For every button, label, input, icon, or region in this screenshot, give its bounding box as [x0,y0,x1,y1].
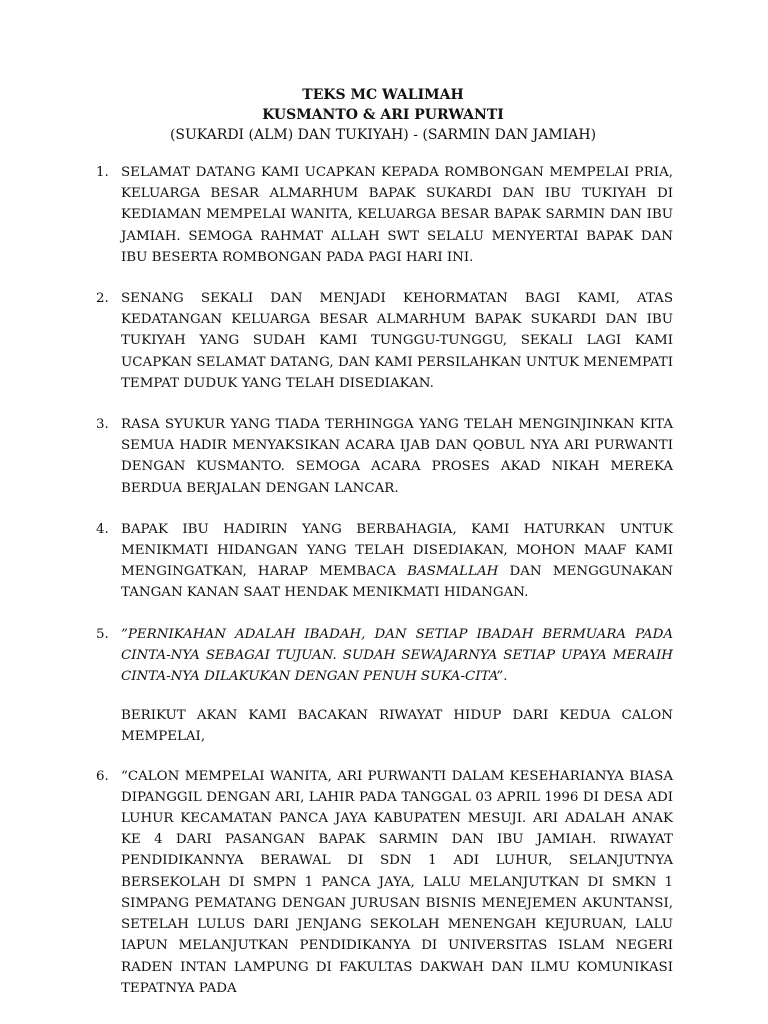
families-line: (SUKARDI (ALM) DAN TUKIYAH) - (SARMIN DAN JAMIAH) [169,127,597,143]
item-text: SELAMAT DATANG KAMI UCAPKAN KEPADA ROMBONGAN MEMPELAI PRIA, KELUARGA BESAR ALMARHUM BAPAK SUKARDI DAN IBU TUKIYAH DI KEDIAMAN MEMPELAI WANITA, KELUARGA BESAR BAPAK SARMIN DAN IBU JAMIAH. SEMOGA RAHMAT ALLAH SWT SELALU MENYERTAI BAPAK DAN IBU BESERTA ROMBONGAN PADA PAGI HARI INI. [121,165,673,265]
list-item [93,624,673,688]
quote-end: . [503,669,508,685]
item-number: 2. [96,291,109,307]
list-item [93,288,673,394]
item-text: “CALON MEMPELAI WANITA, ARI PURWANTI DALAM KESEHARIANYA BIASA DIPANGGIL DENGAN ARI, LAHIR PADA TANGGAL 03 APRIL 1996 DI DESA ADI LUHUR KECAMATAN PANCA JAYA KABUPATEN MESUJI. ARI ADALAH ANAK KE 4 DARI PASANGAN BAPAK SARMIN DAN IBU JAMIAH. RIWAYAT PENDIDIKANNYA BERAWAL DI SDN 1 ADI LUHUR, SELANJUTNYA BERSEKOLAH DI SMPN 1 PANCA JAYA, LALU MELANJUTKAN DI SMKN 1 SIMPANG PEMATANG DENGAN JURUSAN BISNIS MENEJEMEN AKUNTANSI, SETELAH LULUS DARI JENJANG SEKOLAH MENENGAH KEJURUAN, LALU IAPUN MELANJUTKAN PENDIDIKANYA DI UNIVERSITAS ISLAM NEGERI RADEN INTAN LAMPUNG DI FAKULTAS DAKWAH DAN ILMU KOMUNIKASI TEPATNYA PADA [121,768,673,996]
list-item [93,414,673,499]
quote-text: ”PERNIKAHAN ADALAH IBADAH, DAN SETIAP IBADAH BERMUARA PADA CINTA-NYA SEBAGAI TUJUAN. SUDAH SEWAJARNYA SETIAP UPAYA MERAIH CINTA-NYA DILAKUKAN DENGAN PENUH SUKA-CITA” [121,626,673,685]
list-item [93,162,673,268]
item-number: 1. [96,165,109,180]
list-item [93,519,673,604]
couple-names: KUSMANTO & ARI PURWANTI [262,107,504,123]
document-title: TEKS MC WALIMAH [302,87,464,103]
item-number: 5. [96,626,109,642]
item-number: 6. [96,768,109,784]
item-text-after: DAN MENGGUNAKAN TANGAN KANAN SAAT HENDAK MENIKMATI HIDANGAN. [121,564,673,601]
item-text: RASA SYUKUR YANG TIADA TERHINGGA YANG TELAH MENGINJINKAN KITA SEMUA HADIR MENYAKSIKAN ACARA IJAB DAN QOBUL NYA ARI PURWANTI DENGAN KUSMANTO. SEMOGA ACARA PROSES AKAD NIKAH MEREKA BERDUA BERJALAN DENGAN LANCAR. [121,417,673,496]
item-text-before: BAPAK IBU HADIRIN YANG BERBAHAGIA, KAMI HATURKAN UNTUK MENIKMATI HIDANGAN YANG TELAH DISEDIAKAN, MOHON MAAF KAMI MENGINGATKAN, HARAP MEMBACA [121,521,673,580]
item-number: 4. [96,521,109,537]
mc-script-list-continued [93,766,673,999]
mc-script-list [93,162,673,687]
basmallah-word: BASMALLAH [407,564,499,580]
list-item [93,766,673,999]
item-number: 3. [96,417,109,433]
item-text: SENANG SEKALI DAN MENJADI KEHORMATAN BAGI KAMI, ATAS KEDATANGAN KELUARGA BESAR ALMARHUM BAPAK SUKARDI DAN IBU TUKIYAH YANG SUDAH KAMI TUNGGU-TUNGGU, SEKALI LAGI KAMI UCAPKAN SELAMAT DATANG, DAN KAMI PERSILAHKAN UNTUK MENEMPATI TEMPAT DUDUK YANG TELAH DISEDIAKAN. [121,291,673,391]
document-header [93,85,673,145]
interlude-paragraph: BERIKUT AKAN KAMI BACAKAN RIWAYAT HIDUP DARI KEDUA CALON MEMPELAI, [121,708,673,745]
